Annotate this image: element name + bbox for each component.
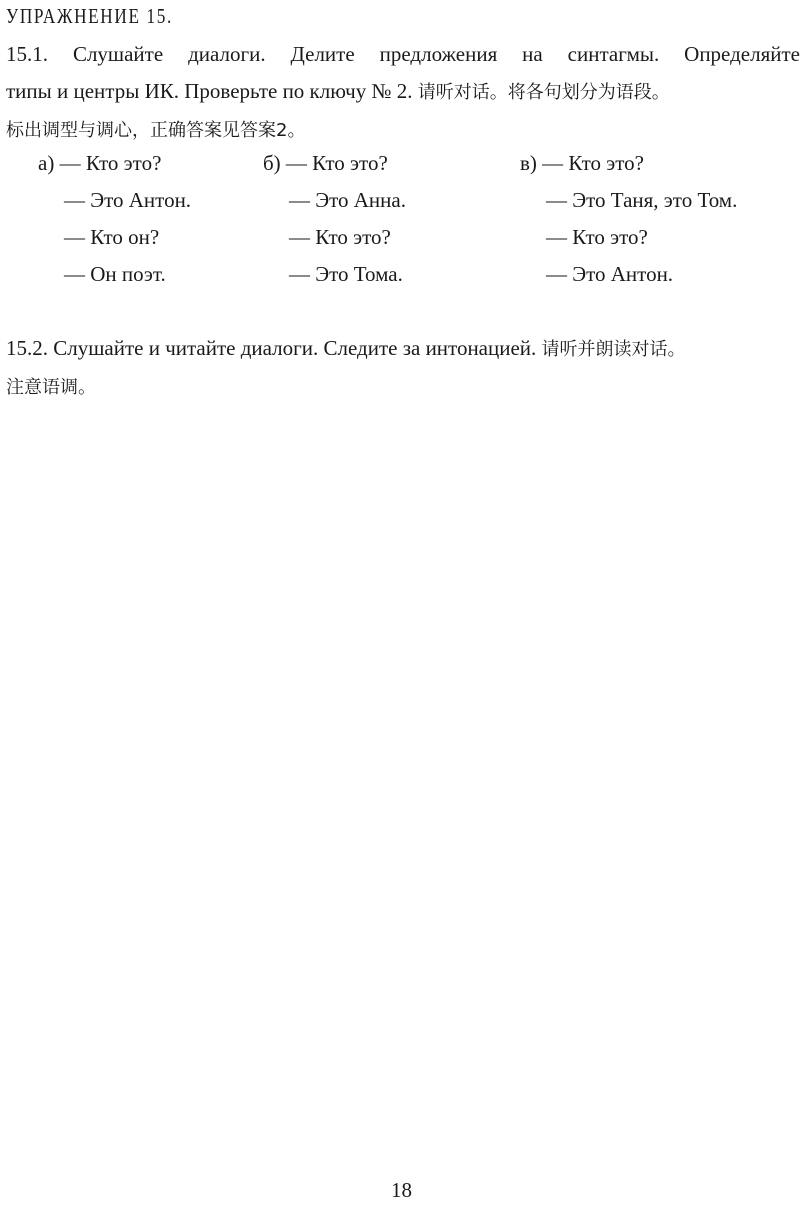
exercise-15-2-russian: 15.2. Слушайте и читайте диалоги. Следите за интонацией. [6, 336, 537, 360]
instruction-line-3-chinese: 标出调型与调心，正确答案见答案2。 [6, 120, 306, 141]
dialog-c-line-2: — Это Таня, это Том. [546, 188, 738, 212]
page-number: 18 [391, 1178, 412, 1202]
dialog-b-line-1: б) — Кто это? [263, 151, 388, 175]
exercise-15-2-chinese-line-2: 注意语调。 [6, 377, 96, 398]
dialog-b-line-2: — Это Анна. [289, 188, 406, 212]
dialog-a-line-3: — Кто он? [64, 225, 160, 249]
exercise-heading: УПРАЖНЕНИЕ 15. [6, 4, 174, 28]
dialog-c-line-4: — Это Антон. [546, 262, 674, 286]
instruction-line-2-chinese: 请听对话。将各句划分为语段。 [417, 82, 670, 103]
dialog-a-line-2: — Это Антон. [64, 188, 192, 212]
dialog-a-line-4: — Он поэт. [64, 262, 166, 286]
exercise-15-2-chinese: 请听并朗读对话。 [541, 339, 686, 360]
dialog-a-line-1: а) — Кто это? [38, 151, 162, 175]
dialog-c-line-3: — Кто это? [546, 225, 648, 249]
dialogs-grid [0, 145, 803, 295]
instruction-line-2-russian: типы и центры ИК. Проверьте по ключу № 2. [6, 79, 413, 103]
dialog-c-line-1: в) — Кто это? [520, 151, 645, 175]
exercise-15-1-instructions [6, 36, 803, 149]
dialog-b-line-4: — Это Тома. [289, 262, 403, 286]
instruction-line-1: 15.1. Слушайте диалоги. Делите предложения на синтагмы. Определяйте [6, 42, 800, 66]
exercise-15-2-instructions [6, 330, 686, 406]
dialog-b-line-3: — Кто это? [289, 225, 391, 249]
